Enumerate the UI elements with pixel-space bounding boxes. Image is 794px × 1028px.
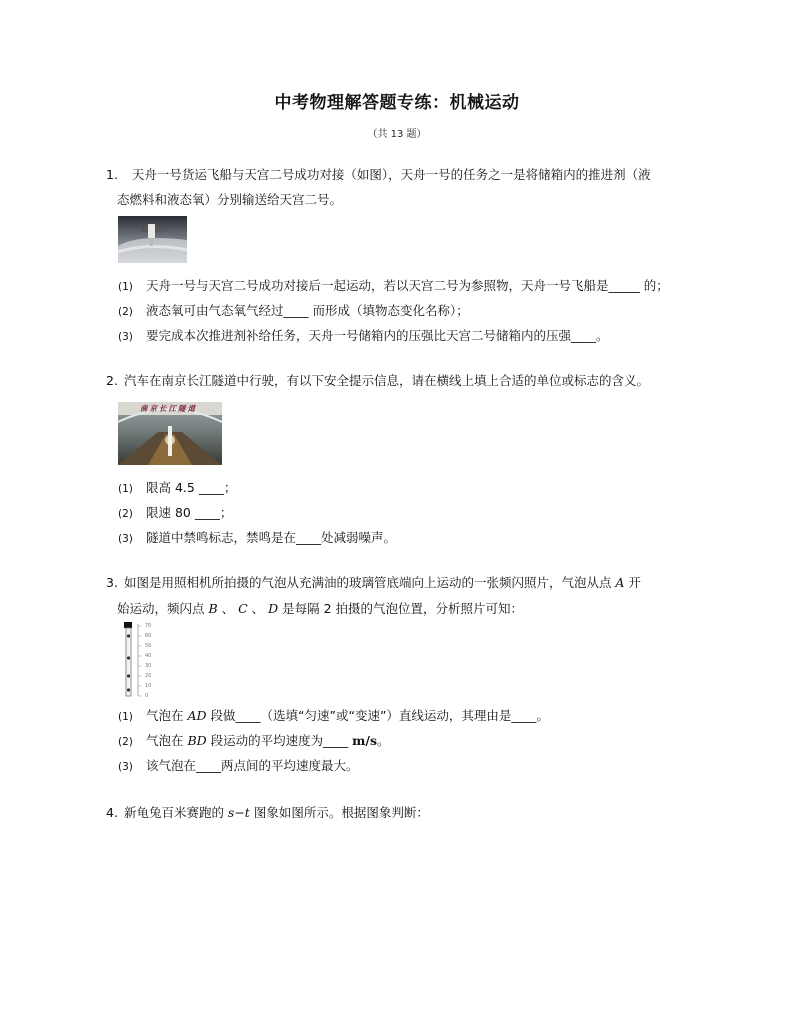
sub-text: 段做____（选填“匀速”或“变速”）直线运动，其理由是____。 xyxy=(206,708,549,723)
tunnel-image-caption: 南京长江隧道 xyxy=(140,404,197,413)
question-number: 4. xyxy=(106,805,118,820)
q3-subquestions xyxy=(118,706,718,781)
q1-subquestions xyxy=(118,276,718,351)
question-text: 新龟兔百米赛跑的 xyxy=(123,805,228,820)
sub-text: 隧道中禁鸣标志，禁鸣是在____处减弱噪声。 xyxy=(146,530,397,545)
sub-text: 限高 4.5 ____； xyxy=(146,480,237,495)
question-number: 2. xyxy=(106,373,118,388)
scale-tick: 60 xyxy=(145,633,152,639)
sub-text: 段运动的平均速度为____ xyxy=(206,733,353,748)
question-number: 1. xyxy=(106,167,118,182)
question-text-cont: 始运动，频闪点 xyxy=(117,601,209,616)
sub-text: 气泡在 xyxy=(146,708,188,723)
sub-text: 该气泡在____两点间的平均速度最大。 xyxy=(146,758,359,773)
point-d-label: D xyxy=(268,601,279,616)
sub-text: 要完成本次推进剂补给任务，天舟一号储箱内的压强比天宫二号储箱内的压强____。 xyxy=(146,328,609,343)
graph-label: s−t xyxy=(227,805,250,820)
sub-label: (1) xyxy=(118,483,133,495)
separator: 、 xyxy=(247,601,269,616)
question-text: 天舟一号货运飞船与天宫二号成功对接（如图），天舟一号的任务之一是将储箱内的推进剂（液 xyxy=(131,167,651,182)
segment-label: BD xyxy=(187,733,207,748)
sub-label: (2) xyxy=(118,306,133,318)
page-title: 中考物理解答题专练：机械运动 xyxy=(274,93,520,113)
q2-subquestions xyxy=(118,478,718,553)
sub-text: 液态氧可由气态氧气经过____ 而形成（填物态变化名称）； xyxy=(146,303,469,318)
sub-text: 气泡在 xyxy=(146,733,188,748)
scale-tick: 20 xyxy=(145,673,152,679)
question-text: 汽车在南京长江隧道中行驶，有以下安全提示信息，请在横线上填上合适的单位或标志的含义。 xyxy=(123,373,649,388)
separator: 、 xyxy=(217,601,239,616)
scale-tick: 50 xyxy=(145,643,152,649)
scale-tick: 10 xyxy=(145,683,152,689)
question-text-end: 开 xyxy=(624,575,641,590)
sub-label: (2) xyxy=(118,508,133,520)
question-3 xyxy=(106,570,706,622)
bubble-tube-image xyxy=(118,620,166,698)
point-a-label: A xyxy=(615,575,625,590)
sub-text: 天舟一号与天宫二号成功对接后一起运动，若以天宫二号为参照物，天舟一号飞船是_____ 的； xyxy=(146,278,669,293)
scale-tick: 0 xyxy=(145,693,149,699)
question-text-end: 图象如图所示。根据图象判断： xyxy=(249,805,429,820)
sub-label: (1) xyxy=(118,711,133,723)
sub-text: 。 xyxy=(377,733,390,748)
scale-tick-labels xyxy=(145,621,151,701)
sub-label: (3) xyxy=(118,533,133,545)
segment-label: AD xyxy=(187,708,207,723)
tunnel-image xyxy=(118,402,222,465)
question-number: 3. xyxy=(106,575,118,590)
sub-label: (1) xyxy=(118,281,133,293)
unit-label: m/s xyxy=(352,733,377,748)
scale-tick: 30 xyxy=(145,663,152,669)
question-2 xyxy=(106,368,706,393)
sub-label: (2) xyxy=(118,736,133,748)
question-text-cont: 态燃料和液态氧）分别输送给天宫二号。 xyxy=(117,192,343,207)
sub-label: (3) xyxy=(118,331,133,343)
sub-text: 限速 80 ____； xyxy=(146,505,233,520)
question-1 xyxy=(106,162,706,212)
question-text: 如图是用照相机所拍摄的气泡从充满油的玻璃管底端向上运动的一张频闪照片，气泡从点 xyxy=(123,575,616,590)
sub-label: (3) xyxy=(118,761,133,773)
scale-tick: 40 xyxy=(145,653,152,659)
spacecraft-docking-image xyxy=(118,216,187,263)
question-4 xyxy=(106,800,706,825)
point-b-label: B xyxy=(208,601,218,616)
point-c-label: C xyxy=(238,601,248,616)
question-count: （共 13 题） xyxy=(367,129,427,140)
question-text-end: 是每隔 2 拍摄的气泡位置，分析照片可知： xyxy=(278,601,524,616)
scale-tick: 70 xyxy=(145,623,152,629)
